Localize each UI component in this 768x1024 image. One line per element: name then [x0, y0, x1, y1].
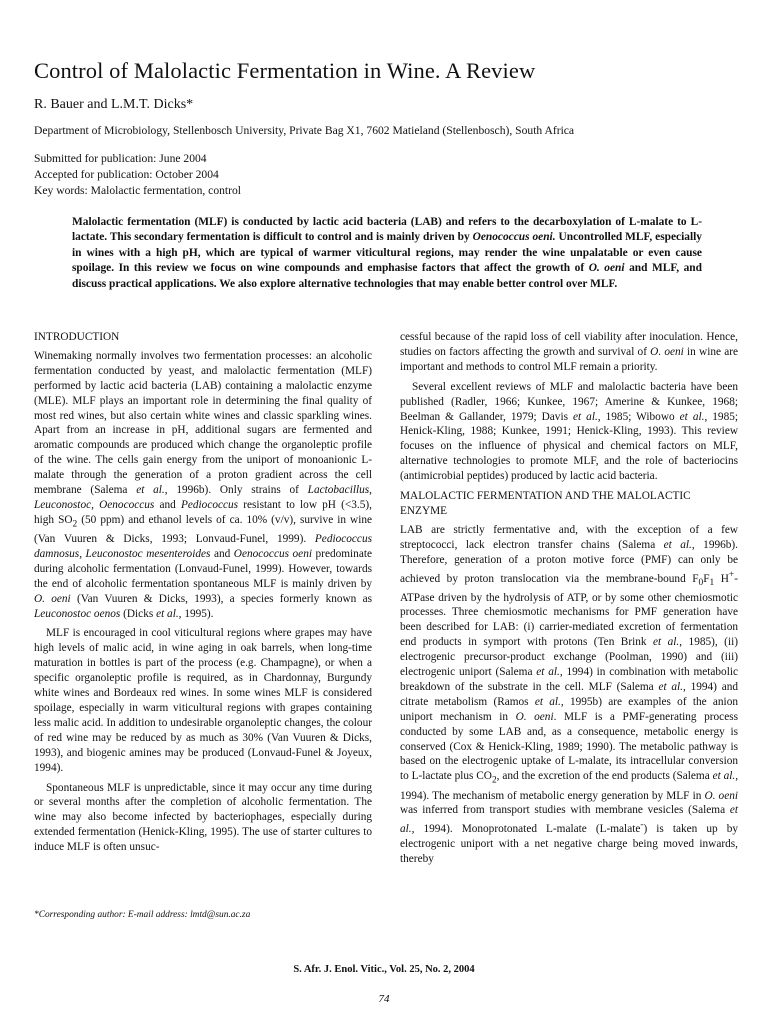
journal-citation: S. Afr. J. Enol. Vitic., Vol. 25, No. 2, 2004: [293, 964, 475, 975]
right-column: [400, 330, 738, 872]
text-run: 1994). Monoprotonated L-malate (L-malate: [414, 823, 641, 836]
text-run: Several excellent reviews of MLF and malolactic bacteria have been published (Radler, 1966; Kunkee, 1967; Amerine & Kunkee, 1968; Beelman & Gallander, 1979; Davis: [400, 380, 738, 423]
text-run: (50 ppm) and ethanol levels of ca. 10% (v/v), survive in wine (Van Vuuren & Dicks, 1993; Lonvaud-Funel, 1999).: [34, 513, 372, 546]
superscript: -: [640, 820, 644, 831]
abstract-text: and MLF, and discuss practical applications. We also explore alternative technologies that may enable better control over MLF.: [72, 262, 702, 290]
italic-run: et al.,: [400, 804, 738, 836]
italic-run: et al.: [534, 695, 561, 708]
corresponding-author-footnote: *Corresponding author: E-mail address: lmtd@sun.ac.za: [34, 910, 251, 920]
text-run: , 1994) in combination with metabolic breakdown of the substrate in the cell. MLF (Salema: [400, 666, 738, 693]
page-number: 74: [378, 993, 390, 1005]
text-run: Winemaking normally involves two fermentation processes: an alcoholic fermentation conducted by yeast, and malolactic fermentation (MLF) performed by lactic acid bacteria (LAB) containing a malolactic enzyme (MLE). MLF plays an important role in determining the final quality of most red wines, but also certain white wines and classic sparkling wines. Apart from an increase in pH, additional sugars are fermented and aromatic compounds are produced which change the organoleptic profile of the wine. The cells gain energy from the uniport of monoanionic L-malate through the generation of a proton gradient across the cell membrane (Salema: [34, 349, 372, 497]
abstract-text: Malolactic fermentation (MLF) is conducted by lactic acid bacteria (LAB) and refers to the decarboxylation of L-malate to L-lactate. This secondary fermentation is difficult to control and is mainly driven by: [72, 216, 702, 244]
accepted-date: Accepted for publication: October 2004: [34, 168, 219, 181]
abstract-species: O. oeni: [588, 262, 625, 275]
text-run: and: [210, 547, 234, 560]
text-run: ) is taken up by electrogenic uniport with a net negative charge being moved inwards, thereby: [400, 823, 738, 865]
text-run: , 1995b) are examples of the anion uniport mechanism in: [400, 695, 738, 723]
submission-meta: [34, 151, 241, 199]
text-run: , 1994) and citrate metabolism (Ramos: [400, 680, 739, 708]
italic-run: et al.: [663, 538, 692, 551]
abstract-species: Oenococcus oeni.: [472, 231, 556, 244]
text-run: , and the excretion of the end products (Salema: [496, 770, 713, 783]
text-run: in wine are important and methods to control MLF remain a priority.: [400, 345, 738, 373]
text-run: (Dicks: [120, 607, 157, 620]
body-paragraph: Spontaneous MLF is unpredictable, since it may occur any time during or several months after the completion of alcoholic fermentation. The wine may also become infected by bacteriophages, especially during extended fermentation (Henick-Kling, 1995). The use of starter cultures to induce MLF is often unsuc-: [34, 781, 372, 854]
text-run: -ATPase driven by the hydrolysis of ATP, or by some other chemiosmotic processes. Three chemiosmotic mechanisms for PMF generation have been described for LAB: (i) carrier-mediated excretion of fermentation end products in symport with protons (Ten Brink: [400, 572, 738, 649]
italic-run: Oenococcus oeni: [233, 547, 312, 560]
body-paragraph: [400, 380, 738, 484]
superscript: +: [728, 569, 735, 580]
italic-run: et al.: [573, 410, 598, 423]
body-paragraph: [34, 349, 372, 622]
text-run: H: [714, 572, 729, 585]
italic-run: O. oeni: [515, 710, 554, 723]
text-run: , 1996b). Therefore, generation of a proton motive force (PMF) can only be achieved by proton translocation via the membrane-bound F: [400, 538, 738, 585]
text-run: 1995).: [181, 607, 214, 620]
submitted-date: Submitted for publication: June 2004: [34, 152, 207, 165]
italic-run: O. oeni: [650, 345, 684, 358]
text-run: , 1985), (ii) electrogenic precursor-product exchange (Poolman, 1990) and (iii) electrogenic uniport (Salema: [400, 636, 738, 679]
body-paragraph: [400, 330, 738, 375]
text-run: (Van Vuuren & Dicks, 1993), a species formerly known as: [70, 592, 372, 605]
text-run: LAB are strictly fermentative and, with the exception of a few streptococci, lack electron transfer chains (Salema: [400, 523, 738, 551]
italic-run: O. oeni: [34, 592, 71, 605]
author-list: R. Bauer and L.M.T. Dicks*: [34, 97, 194, 112]
text-run: was inferred from transport studies with membrane vesicles (Salema: [400, 804, 730, 817]
left-column: [34, 330, 372, 860]
text-run: , 1994). The mechanism of metabolic energy generation by MLF in: [400, 770, 739, 802]
affiliation: Department of Microbiology, Stellenbosch University, Private Bag X1, 7602 Matieland (Stellenbosch), South Africa: [34, 124, 575, 137]
italic-run: Pediococcus damnosus, Leuconostoc mesenteroides: [34, 533, 372, 560]
italic-run: Lactobacillus, Leuconostoc, Oenococcus: [34, 484, 372, 511]
italic-run: et al.,: [156, 607, 182, 620]
section-heading-malolactic: MALOLACTIC FERMENTATION AND THE MALOLACTIC ENZYME: [400, 490, 691, 517]
text-run: F: [703, 572, 710, 585]
italic-run: et al.: [679, 410, 705, 423]
subscript: 2: [491, 775, 497, 786]
text-run: , 1985; Wibowo: [597, 410, 680, 423]
text-run: , 1985; Henick-Kling, 1988; Kunkee, 1991; Henick-Kling, 1993). This review focuses on the influence of physical and chemical factors on MLF, alternative technologies to promote MLF, and the role of bacteriocins (antimicrobial peptides) produced by lactic acid bacteria.: [400, 410, 739, 483]
abstract-text: Uncontrolled MLF, especially in wines with a high pH, which are typical of warmer viticultural regions, may render the wine unpalatable or even cause spoilage. In this review we focus on wine compounds and emphasise factors that affect the growth of: [72, 231, 703, 275]
italic-run: et al.: [536, 666, 560, 679]
italic-run: et al.: [712, 770, 736, 783]
body-paragraph: MLF is encouraged in cool viticultural regions where grapes may have high levels of malic acid, in wine aging in oak barrels, when long-time maturation in bottles is part of the process (e.g. Champagne), or when a specific organoleptic profile is required, as in Chardonnay, Burgundy white wines and Bordeaux red wines. In some wines MLF is considered spoilage, especially in warm viticultural regions with grapes containing less malic acid. In addition to undesirable organoleptic changes, the colour of red wine may be reduced by as much as 30% (Van Vuuren & Dicks, 1993), and biogenic amines may be produced (Lonvaud-Funel & Joyeux, 1994).: [34, 627, 372, 774]
text-run: predominate during alcoholic fermentation (Lonvaud-Funel, 1999). However, towards the end of alcoholic fermentation spontaneous MLF is mainly driven by: [34, 547, 372, 590]
text-run: , 1996b). Only strains of: [164, 484, 308, 497]
text-run: cessful because of the rapid loss of cell viability after inoculation. Hence, studies on factors affecting the growth and survival of: [400, 331, 738, 358]
italic-run: O. oeni: [704, 789, 739, 802]
text-run: and: [154, 498, 181, 511]
subscript: 2: [72, 519, 78, 530]
subscript: 0: [698, 577, 704, 588]
italic-run: Pediococcus: [180, 498, 239, 511]
italic-run: et al.: [653, 636, 680, 649]
keywords: Key words: Malolactic fermentation, control: [34, 184, 242, 197]
italic-run: Leuconostoc oenos: [34, 607, 121, 620]
italic-run: et al.: [136, 484, 165, 497]
italic-run: et al.: [658, 680, 683, 693]
subscript: 1: [709, 577, 715, 588]
text-run: resistant to low pH (<3.5), high SO: [34, 498, 372, 526]
paper-title: Control of Malolactic Fermentation in Wine. A Review: [34, 58, 536, 83]
body-paragraph: [400, 523, 738, 867]
text-run: . MLF is a PMF-generating process conducted by some LAB and, as a consequence, metabolic energy is conserved (Cox & Henick-Kling, 1989; 1990). The metabolic pathway is based on the electrogenic uptake of L-malate, its intracellular conversion to L-lactate plus CO: [400, 710, 739, 783]
section-heading-introduction: INTRODUCTION: [34, 331, 120, 343]
abstract: [72, 215, 702, 292]
